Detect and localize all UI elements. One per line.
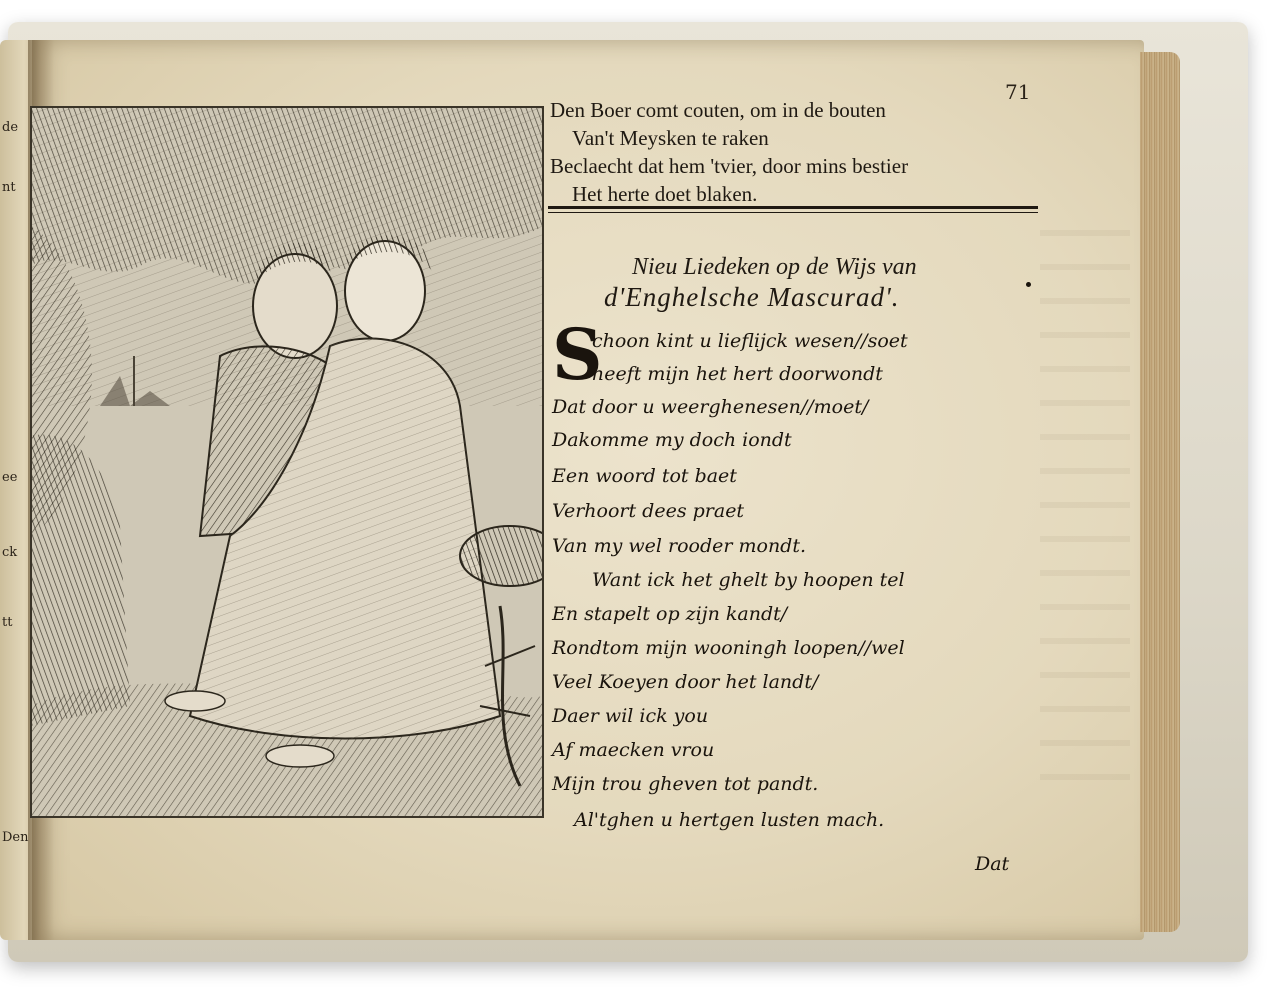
left-page-fragment: nt xyxy=(2,180,16,195)
ink-dot xyxy=(1026,282,1031,287)
page-edges xyxy=(1140,52,1180,932)
verse-line: Veel Koeyen door het landt/ xyxy=(552,671,819,693)
verse-line: heeft mijn het hert doorwondt xyxy=(592,363,883,385)
verse-line: Want ick het ghelt by hoopen tel xyxy=(592,569,905,591)
header-verse-line: Van't Meysken te raken xyxy=(572,126,769,150)
left-page-fragment: Den xyxy=(2,830,29,845)
header-verse xyxy=(550,96,1020,208)
verse-line: Daer wil ick you xyxy=(552,705,709,727)
verse-line: Dakomme my doch iondt xyxy=(552,429,792,451)
left-page-fragment: ee xyxy=(2,470,18,485)
show-through-text xyxy=(1040,230,1130,790)
song-title-line-2: d'Enghelsche Mascurad'. xyxy=(604,282,900,312)
verse-line: Dat door u weerghenesen//moet/ xyxy=(552,396,869,418)
drop-cap-initial: S xyxy=(552,313,603,396)
header-verse-line: Het herte doet blaken. xyxy=(572,182,758,206)
verse-line: Al'tghen u hertgen lusten mach. xyxy=(574,809,885,831)
song-title xyxy=(604,252,917,312)
song-title-line-1: Nieu Liedeken op de Wijs van xyxy=(632,254,917,280)
verse-line: Een woord tot baet xyxy=(552,465,737,487)
page-number: 71 xyxy=(1005,80,1031,104)
verse-line: En stapelt op zijn kandt/ xyxy=(552,603,788,625)
verse-line: Van my wel rooder mondt. xyxy=(552,535,807,557)
header-verse-line: Den Boer comt couten, om in de bouten xyxy=(550,98,886,122)
left-page-fragment: de xyxy=(2,120,19,135)
catchword: Dat xyxy=(975,853,1010,875)
double-rule-divider xyxy=(548,206,1038,209)
verse-line: Mijn trou gheven tot pandt. xyxy=(552,773,819,795)
verse-line: choon kint u lieflijck wesen//soet xyxy=(592,330,908,352)
engraving-illustration xyxy=(30,106,544,818)
left-page-fragment: tt xyxy=(2,615,13,630)
header-verse-line: Beclaecht dat hem 'tvier, door mins bestier xyxy=(550,154,909,178)
verse-line: Af maecken vrou xyxy=(552,739,715,761)
verse-line: Rondtom mijn wooningh loopen//wel xyxy=(552,637,905,659)
left-page-fragment: ck xyxy=(2,545,18,560)
verse-line: Verhoort dees praet xyxy=(552,500,745,522)
